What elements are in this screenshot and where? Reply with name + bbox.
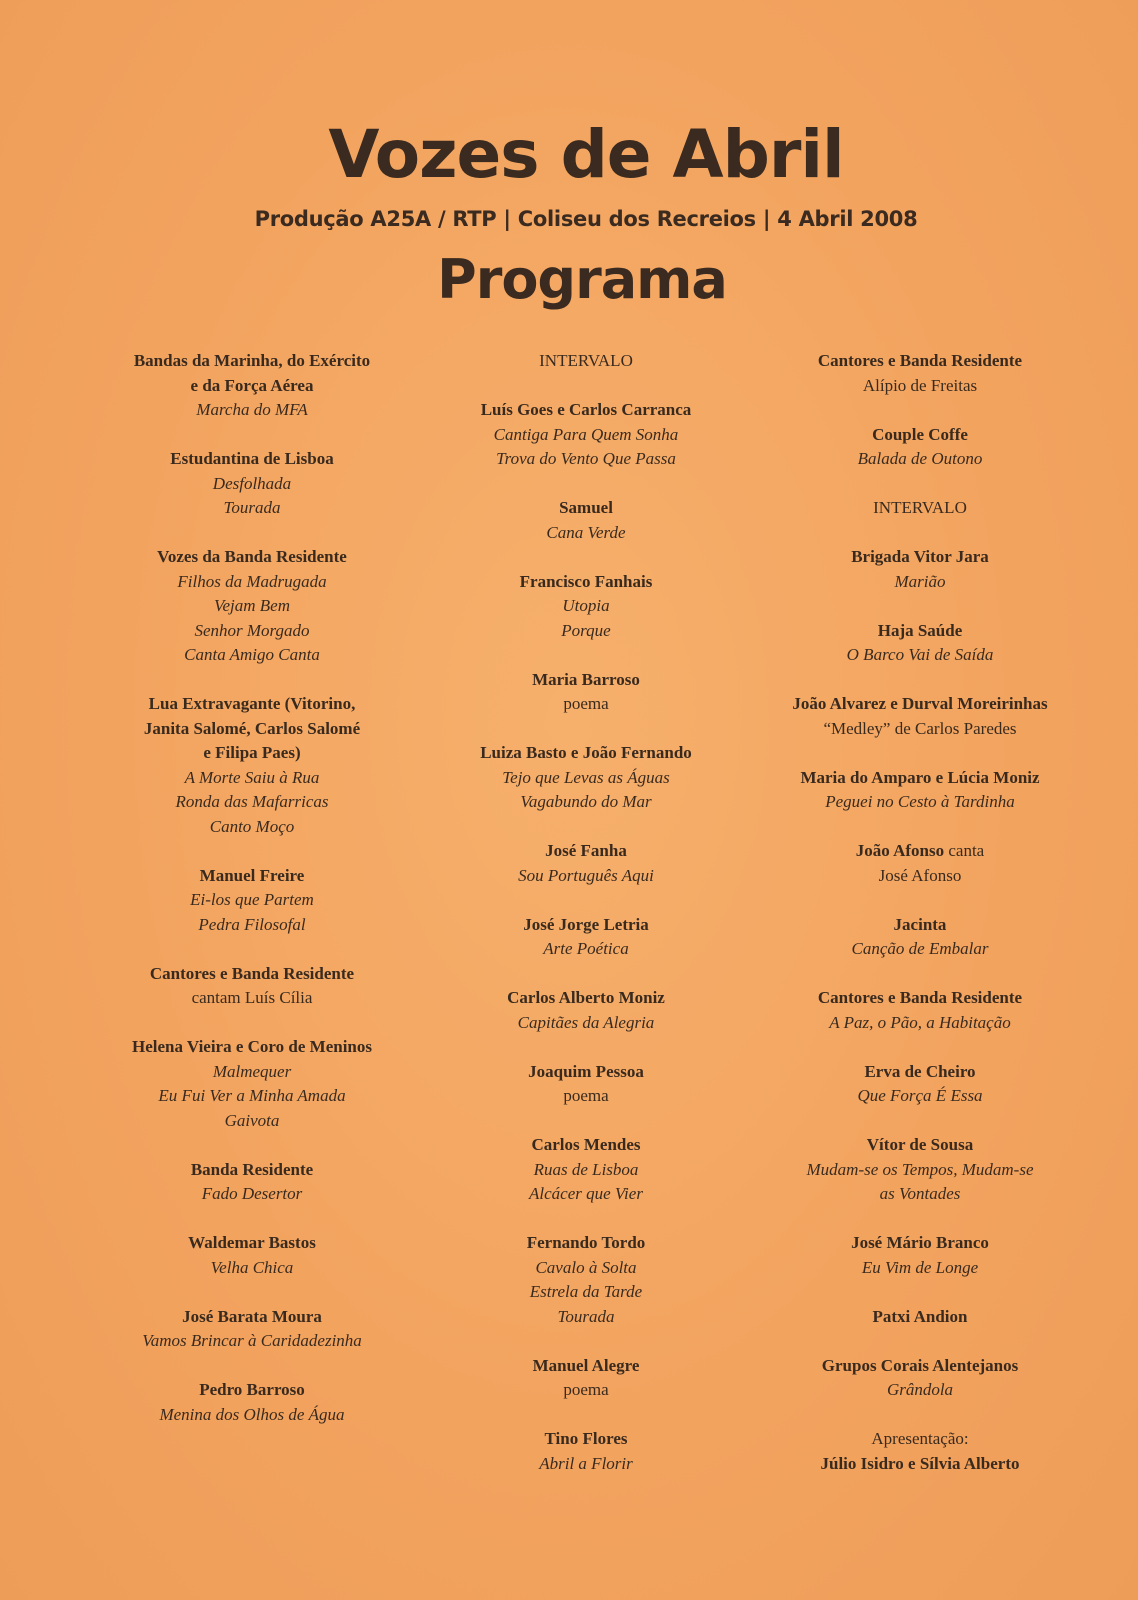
song-title: Tejo que Levas as Águas: [502, 767, 670, 787]
program-entry: [406, 913, 766, 962]
song-title: Alcácer que Vier: [529, 1184, 643, 1203]
song-title: Tourada: [557, 1306, 615, 1326]
entry-note: Apresentação:: [871, 1429, 969, 1448]
song-title: A Paz, o Pão, a Habitação: [829, 1012, 1011, 1032]
song-title: Trova do Vento Que Passa: [496, 449, 676, 468]
entry-note: INTERVALO: [873, 498, 967, 517]
program-entry: [740, 1427, 1100, 1476]
program-column-1: [72, 349, 432, 1452]
performer-name: Banda Residente: [190, 1159, 314, 1179]
performer-name: Grupos Corais Alentejanos: [821, 1355, 1019, 1375]
program-entry: [406, 496, 766, 545]
program-entry: [740, 986, 1100, 1035]
program-entry: [740, 1305, 1100, 1330]
program-entry: [72, 1378, 432, 1427]
song-title: Cantiga Para Quem Sonha: [493, 424, 679, 444]
song-title: Ruas de Lisboa: [533, 1159, 639, 1179]
entry-line: [740, 839, 1100, 864]
song-title: Tourada: [223, 498, 281, 517]
song-title: Canção de Embalar: [851, 939, 989, 958]
song-title: Estrela da Tarde: [529, 1282, 643, 1301]
performer-name: Manuel Alegre: [532, 1355, 640, 1375]
performer-name: Vozes da Banda Residente: [157, 547, 347, 566]
program-entry: [72, 447, 432, 521]
song-title: Canta Amigo Canta: [184, 645, 320, 664]
performer-name: Erva de Cheiro: [864, 1061, 976, 1081]
song-title: Mudam-se os Tempos, Mudam-se: [806, 1159, 1034, 1179]
song-title: Marião: [894, 571, 946, 591]
program-entry: [406, 986, 766, 1035]
program-entry: [72, 1305, 432, 1354]
performer-name: Carlos Alberto Moniz: [507, 988, 665, 1007]
program-entry: [740, 839, 1100, 888]
performer-name: José Mário Branco: [851, 1233, 989, 1252]
performer-name: e Filipa Paes): [203, 743, 301, 762]
performer-name: João Alvarez e Durval Moreirinhas: [792, 694, 1048, 713]
program-entry: [72, 962, 432, 1011]
program-entry: [72, 1035, 432, 1133]
program-entry: [406, 839, 766, 888]
song-title: Grândola: [886, 1380, 954, 1399]
section-heading: Programa: [437, 248, 727, 311]
performer-name: Cantores e Banda Residente: [817, 351, 1023, 370]
performer-name: Lua Extravagante (Vitorino,: [148, 694, 356, 713]
performer-name: Maria do Amparo e Lúcia Moniz: [800, 767, 1040, 787]
performer-name: João Afonso: [855, 841, 945, 860]
song-title: Vagabundo do Mar: [520, 792, 652, 811]
performer-name: Joaquim Pessoa: [528, 1061, 644, 1081]
performer-name: Manuel Freire: [199, 865, 305, 885]
entry-note: poema: [563, 1380, 609, 1399]
performer-name: e da Força Aérea: [190, 375, 314, 395]
song-title: Senhor Morgado: [194, 620, 310, 640]
program-entry: [406, 349, 766, 374]
performer-name: Maria Barroso: [532, 669, 640, 689]
song-title: Vejam Bem: [213, 596, 290, 615]
program-column-3: [740, 349, 1100, 1501]
program-entry: [740, 692, 1100, 741]
program-entry: [406, 570, 766, 644]
program-entry: [406, 398, 766, 472]
performer-name: José Fanha: [545, 841, 627, 860]
production-subtitle: Produção A25A / RTP | Coliseu dos Recreios | 4 Abril 2008: [254, 207, 918, 231]
performer-name: Patxi Andion: [872, 1306, 968, 1326]
entry-note: “Medley” de Carlos Paredes: [823, 718, 1017, 738]
song-title: Desfolhada: [212, 473, 292, 493]
performer-name: Júlio Isidro e Sílvia Alberto: [820, 1453, 1020, 1473]
performer-name: Bandas da Marinha, do Exército: [133, 351, 371, 370]
program-entry: [72, 692, 432, 839]
program-entry: [406, 1354, 766, 1403]
program-entry: [740, 766, 1100, 815]
page-title: Vozes de Abril: [328, 116, 844, 193]
entry-note: poema: [563, 1086, 609, 1105]
entry-note: INTERVALO: [539, 351, 633, 370]
performer-name: Jacinta: [893, 914, 947, 934]
program-entry: [740, 1354, 1100, 1403]
performer-name: Pedro Barroso: [199, 1380, 305, 1399]
program-entry: [740, 619, 1100, 668]
song-title: Malmequer: [212, 1061, 292, 1081]
performer-name: Samuel: [559, 498, 613, 517]
song-title: Balada de Outono: [857, 449, 983, 468]
program-entry: [406, 1427, 766, 1476]
song-title: Utopia: [562, 596, 610, 615]
song-title: as Vontades: [879, 1184, 961, 1203]
program-entry: [740, 349, 1100, 398]
program-entry: [740, 496, 1100, 521]
song-title: Eu Vim de Longe: [861, 1257, 979, 1277]
song-title: Porque: [561, 620, 611, 640]
performer-name: Cantores e Banda Residente: [817, 988, 1023, 1007]
program-entry: [72, 545, 432, 668]
performer-name: Francisco Fanhais: [519, 571, 653, 591]
song-title: Velha Chica: [210, 1257, 294, 1277]
program-entry: [740, 1133, 1100, 1207]
song-title: Abril a Florir: [539, 1453, 633, 1473]
entry-note: cantam Luís Cília: [191, 988, 313, 1007]
song-title: Vamos Brincar à Caridadezinha: [142, 1331, 362, 1350]
program-entry: [72, 349, 432, 423]
song-title: Ronda das Mafarricas: [175, 792, 329, 811]
performer-name: Haja Saúde: [877, 620, 963, 640]
entry-note: poema: [563, 694, 609, 713]
performer-name: Waldemar Bastos: [188, 1233, 316, 1252]
song-title: A Morte Saiu à Rua: [184, 767, 320, 787]
performer-name: Estudantina de Lisboa: [170, 449, 334, 468]
performer-name: Cantores e Banda Residente: [149, 963, 355, 983]
program-column-2: [406, 349, 766, 1501]
song-title: Eu Fui Ver a Minha Amada: [158, 1086, 346, 1105]
program-entry: [406, 1060, 766, 1109]
program-entry: [740, 545, 1100, 594]
performer-name: Vítor de Sousa: [866, 1135, 974, 1154]
entry-note: José Afonso: [878, 865, 962, 885]
entry-note: Alípio de Freitas: [862, 375, 978, 395]
program-entry: [740, 423, 1100, 472]
performer-name: Brigada Vitor Jara: [851, 547, 989, 566]
song-title: Que Força É Essa: [857, 1086, 983, 1105]
performer-name: Helena Vieira e Coro de Meninos: [131, 1037, 373, 1056]
song-title: Ei-los que Partem: [190, 890, 314, 909]
performer-name: Couple Coffe: [872, 424, 968, 444]
performer-name: Fernando Tordo: [526, 1233, 646, 1252]
program-entry: [72, 864, 432, 938]
program-entry: [740, 1231, 1100, 1280]
song-title: Peguei no Cesto à Tardinha: [825, 792, 1015, 811]
song-title: Cavalo à Solta: [535, 1257, 637, 1277]
program-entry: [406, 741, 766, 815]
song-title: Menina dos Olhos de Água: [159, 1404, 345, 1424]
entry-note: canta: [944, 841, 985, 860]
song-title: Filhos da Madrugada: [177, 571, 327, 591]
performer-name: José Jorge Letria: [523, 914, 649, 934]
song-title: O Barco Vai de Saída: [846, 645, 994, 664]
program-entry: [406, 1133, 766, 1207]
performer-name: Tino Flores: [544, 1429, 628, 1448]
song-title: Arte Poética: [543, 939, 629, 958]
song-title: Pedra Filosofal: [198, 914, 306, 934]
performer-name: Luís Goes e Carlos Carranca: [480, 400, 692, 419]
song-title: Canto Moço: [209, 816, 295, 836]
program-entry: [740, 913, 1100, 962]
program-entry: [406, 1231, 766, 1329]
program-entry: [740, 1060, 1100, 1109]
performer-name: Carlos Mendes: [531, 1135, 641, 1154]
song-title: Marcha do MFA: [196, 400, 308, 419]
song-title: Fado Desertor: [201, 1184, 303, 1203]
program-entry: [72, 1158, 432, 1207]
performer-name: Janita Salomé, Carlos Salomé: [143, 718, 361, 738]
song-title: Cana Verde: [546, 522, 626, 542]
song-title: Capitães da Alegria: [517, 1012, 655, 1032]
performer-name: Luiza Basto e João Fernando: [480, 743, 692, 762]
performer-name: José Barata Moura: [182, 1306, 322, 1326]
program-entry: [406, 668, 766, 717]
song-title: Sou Português Aqui: [518, 865, 654, 885]
song-title: Gaivota: [224, 1110, 280, 1130]
program-entry: [72, 1231, 432, 1280]
